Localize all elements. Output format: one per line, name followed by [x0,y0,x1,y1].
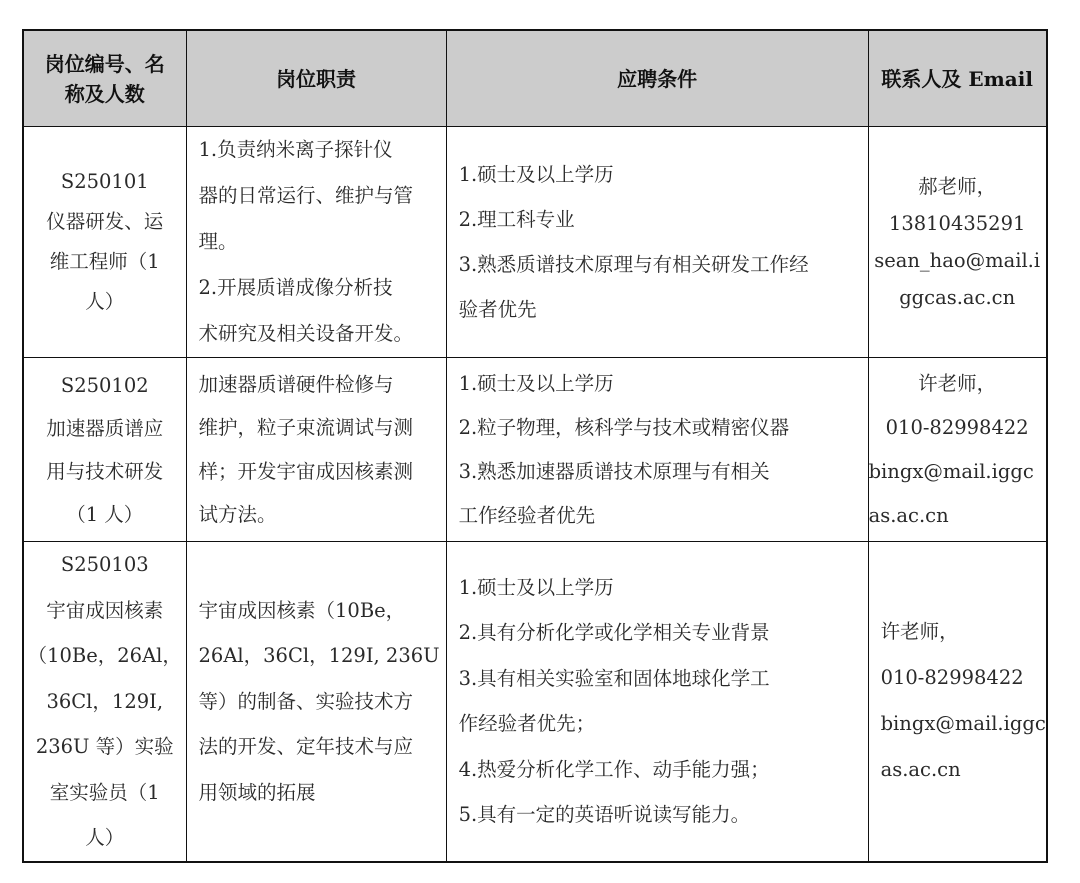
duty-line: 器的日常运行、维护与管 [198,184,414,207]
header-duties: 岗位职责 [186,30,446,127]
table-row [23,542,1047,862]
requirements-cell [446,127,868,358]
job-title-line: （10Be，26Al， [27,644,182,667]
job-title-line: 加速器质谱应 [46,416,164,440]
contact-cell [868,358,1047,542]
job-title-line: 36Cl，129I, [46,689,164,713]
contact-email[interactable]: sean_hao@mail.i [874,249,1041,272]
duty-line: 26Al，36Cl，129I, 236U [198,644,440,667]
contact-cell [868,542,1047,862]
table-header-row [23,30,1047,127]
requirement-line: 验者优先 [458,298,537,321]
job-cell [23,542,186,862]
requirement-line: 3.具有相关实验室和固体地球化学工 [458,666,770,690]
job-title-line: 仪器研发、运 [46,210,164,233]
header-job-id-name-count [23,30,186,127]
requirement-line: 1.硕士及以上学历 [458,371,614,395]
contact-email[interactable]: as.ac.cn [868,503,949,527]
duty-line: 法的开发、定年技术与应 [198,735,414,758]
job-cell [23,127,186,358]
duty-cell [186,127,446,358]
duty-line: 等）的制备、实验技术方 [198,689,414,713]
job-title-line: 用与技术研发 [46,459,164,483]
job-id: S250103 [60,553,149,576]
requirement-line: 3.熟悉加速器质谱技术原理与有相关 [458,459,770,483]
contact-name: 许老师， [880,620,959,644]
duty-line: 宇宙成因核素（10Be， [198,598,406,622]
table-row [23,127,1047,358]
duty-line: 理。 [198,230,238,253]
header-line: 称及人数 [64,81,145,106]
contact-phone: 13810435291 [888,212,1026,235]
contact-name: 郝老师， [918,175,997,198]
job-title-line: 室实验员（1 [49,780,160,804]
contact-email[interactable]: bingx@mail.iggc [880,712,1046,736]
duty-line: 加速器质谱硬件检修与 [198,372,394,396]
duty-line: 样；开发宇宙成因核素测 [198,459,414,483]
table-row [23,358,1047,542]
job-id: S250101 [60,170,149,193]
contact-phone: 010-82998422 [885,415,1029,439]
duty-cell [186,358,446,542]
requirement-line: 3.熟悉质谱技术原理与有相关研发工作经 [458,253,809,276]
header-contact-email: 联系人及 Email [868,30,1047,127]
duty-line: 维护，粒子束流调试与测 [198,416,414,439]
duty-line: 术研究及相关设备开发。 [198,322,414,345]
header-line: 岗位编号、名 [44,51,165,76]
contact-phone: 010-82998422 [880,666,1024,690]
duty-line: 试方法。 [198,503,277,526]
requirement-line: 4.热爱分析化学工作、动手能力强； [458,757,770,781]
requirement-line: 1.硕士及以上学历 [458,575,614,599]
requirement-line: 5.具有一定的英语听说读写能力。 [458,803,751,827]
job-title-line: （1 人） [66,502,144,526]
duty-cell [186,542,446,862]
contact-cell [868,127,1047,358]
requirements-cell [446,358,868,542]
contact-email[interactable]: as.ac.cn [880,758,961,782]
job-id: S250102 [60,373,149,397]
duty-line: 2.开展质谱成像分析技 [198,276,393,299]
requirement-line: 1.硕士及以上学历 [458,163,614,186]
contact-email[interactable]: bingx@mail.iggc [868,459,1034,483]
job-postings-table [22,29,1048,863]
job-title-line: 宇宙成因核素 [46,598,164,622]
job-title-line: 维工程师（1 [49,250,160,273]
duty-line: 1.负责纳米离子探针仪 [198,138,393,161]
job-cell [23,358,186,542]
requirement-line: 2.理工科专业 [458,208,575,231]
requirements-cell [446,542,868,862]
header-requirements: 应聘条件 [446,30,868,127]
requirement-line: 2.具有分析化学或化学相关专业背景 [458,621,770,645]
requirement-line: 作经验者优先； [458,712,596,736]
requirement-line: 工作经验者优先 [458,503,596,527]
contact-email[interactable]: ggcas.ac.cn [899,286,1016,309]
requirement-line: 2.粒子物理，核科学与技术或精密仪器 [458,415,790,439]
contact-name: 许老师， [918,371,997,395]
job-title-line: 人） [85,290,125,313]
duty-line: 用领域的拓展 [198,780,316,804]
job-title-line: 人） [85,826,125,849]
job-title-line: 236U 等）实验 [35,735,174,758]
